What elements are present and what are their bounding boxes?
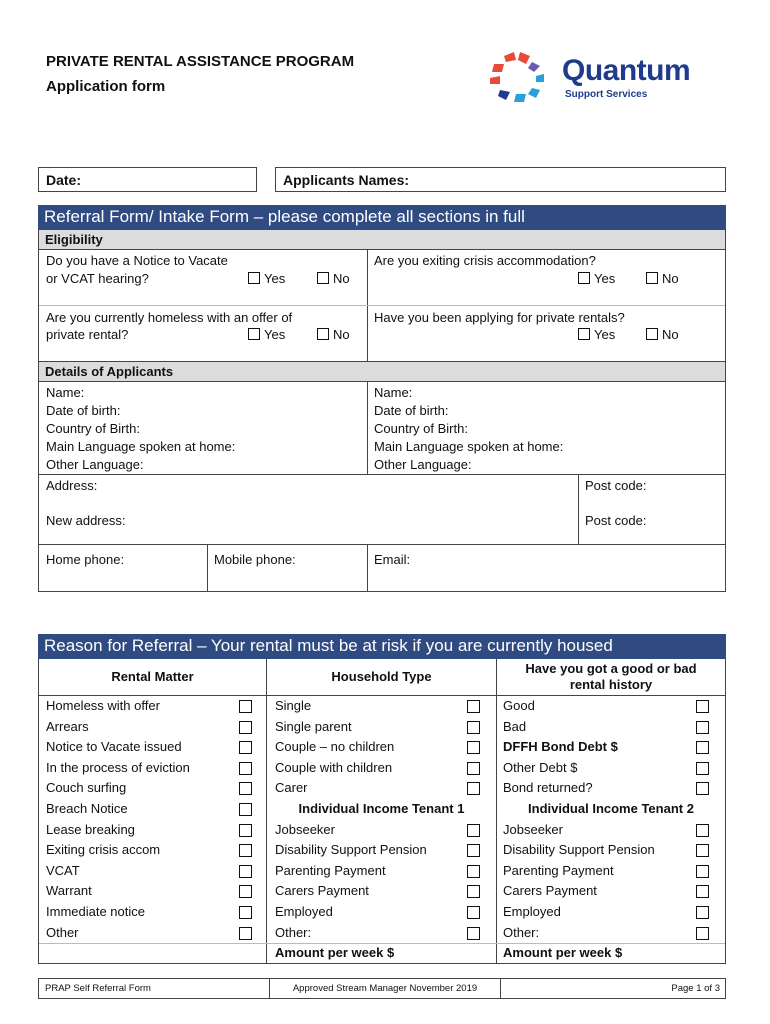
checkbox-icon[interactable] <box>578 328 590 340</box>
checkbox-icon[interactable] <box>467 721 480 734</box>
footer-approval: Approved Stream Manager November 2019 <box>292 983 478 994</box>
checkbox-icon[interactable] <box>696 844 709 857</box>
checkbox-icon[interactable] <box>467 927 480 940</box>
applicant2-name[interactable]: Name: <box>374 385 413 400</box>
checkbox-icon[interactable] <box>239 721 252 734</box>
checkbox-icon[interactable] <box>239 927 252 940</box>
address-field[interactable]: Address: <box>46 478 98 493</box>
rental-history-item: DFFH Bond Debt $ <box>503 739 618 755</box>
tenant2-income-item: Carers Payment <box>503 883 597 899</box>
rental-matter-item: Breach Notice <box>46 801 128 816</box>
col-rental-history: Have you got a good or bad <box>525 661 697 676</box>
tenant1-income-item: Jobseeker <box>275 821 335 837</box>
applicant2-dob[interactable]: Date of birth: <box>374 403 449 418</box>
rental-matter-item: Lease breaking <box>46 821 135 837</box>
applicant1-dob[interactable]: Date of birth: <box>46 403 121 418</box>
q4-yes-option[interactable]: Yes <box>578 327 615 342</box>
tenant1-amount-per-week: Amount per week $ <box>275 945 395 961</box>
date-label: Date: <box>46 172 82 188</box>
checkbox-icon[interactable] <box>239 762 252 775</box>
referral-heading: Referral Form/ Intake Form – please complete all sections in full <box>38 205 726 230</box>
applicant1-name[interactable]: Name: <box>46 385 85 400</box>
q4-no-option[interactable]: No <box>646 327 679 342</box>
household-type-item: Couple with children <box>275 759 393 775</box>
question-homeless-offer: Are you currently homeless with an offer of <box>46 310 293 325</box>
question-notice-to-vacate: Do you have a Notice to Vacate <box>46 253 228 268</box>
checkbox-icon[interactable] <box>248 328 260 340</box>
checkbox-icon[interactable] <box>239 906 252 919</box>
checkbox-icon[interactable] <box>696 721 709 734</box>
checkbox-icon[interactable] <box>467 782 480 795</box>
rental-matter-item: Notice to Vacate issued <box>46 739 182 755</box>
new-address-field[interactable]: New address: <box>46 513 126 528</box>
applicant1-other-language[interactable]: Other Language: <box>46 457 144 472</box>
mobile-phone-field[interactable]: Mobile phone: <box>214 552 296 567</box>
checkbox-icon[interactable] <box>467 762 480 775</box>
checkbox-icon[interactable] <box>696 885 709 898</box>
q2-no-option[interactable]: No <box>646 271 679 286</box>
question-notice-to-vacate-cont: or VCAT hearing? <box>46 271 149 286</box>
q2-yes-option[interactable]: Yes <box>578 271 615 286</box>
rental-matter-item: Exiting crisis accom <box>46 842 161 858</box>
applicant-names-field[interactable] <box>275 167 726 192</box>
tenant2-income-item: Employed <box>503 904 561 919</box>
footer-form-name: PRAP Self Referral Form <box>45 983 151 994</box>
new-post-code-field[interactable]: Post code: <box>585 513 647 528</box>
logo-wordmark: Quantum <box>562 54 691 87</box>
tenant2-income-item: Parenting Payment <box>503 862 614 878</box>
home-phone-field[interactable]: Home phone: <box>46 552 125 567</box>
rental-matter-item: Other <box>46 924 79 940</box>
checkbox-icon[interactable] <box>248 272 260 284</box>
income-tenant2-header: Individual Income Tenant 2 <box>528 801 694 816</box>
checkbox-icon[interactable] <box>317 272 329 284</box>
applicant1-language[interactable]: Main Language spoken at home: <box>46 439 236 454</box>
checkbox-icon[interactable] <box>239 844 252 857</box>
checkbox-icon[interactable] <box>239 865 252 878</box>
checkbox-icon[interactable] <box>696 762 709 775</box>
tenant2-income-item: Disability Support Pension <box>503 842 655 858</box>
household-type-item: Couple – no children <box>275 739 395 755</box>
col-rental-matter: Rental Matter <box>111 669 194 684</box>
rental-matter-item: Warrant <box>46 883 92 899</box>
checkbox-icon[interactable] <box>646 328 658 340</box>
email-field[interactable]: Email: <box>374 552 411 567</box>
tenant1-income-item: Carers Payment <box>275 883 369 899</box>
applicant2-country[interactable]: Country of Birth: <box>374 421 468 436</box>
checkbox-icon[interactable] <box>696 782 709 795</box>
post-code-field[interactable]: Post code: <box>585 478 647 493</box>
logo-subtitle: Support Services <box>565 89 648 100</box>
applicant-names-label: Applicants Names: <box>283 172 410 188</box>
form-subtitle: Application form <box>46 78 166 95</box>
rental-matter-item: Couch surfing <box>46 780 127 796</box>
reason-heading: Reason for Referral – Your rental must be at risk if you are currently housed <box>38 634 726 659</box>
details-label: Details of Applicants <box>39 361 725 382</box>
checkbox-icon[interactable] <box>239 803 252 816</box>
tenant1-income-item: Other: <box>275 924 312 940</box>
checkbox-icon[interactable] <box>646 272 658 284</box>
applicant1-country[interactable]: Country of Birth: <box>46 421 140 436</box>
checkbox-icon[interactable] <box>239 741 252 754</box>
quantum-logo-icon <box>486 50 556 106</box>
checkbox-icon[interactable] <box>467 844 480 857</box>
checkbox-icon[interactable] <box>696 906 709 919</box>
applicant2-other-language[interactable]: Other Language: <box>374 457 472 472</box>
checkbox-icon[interactable] <box>317 328 329 340</box>
rental-history-item: Good <box>503 698 535 713</box>
checkbox-icon[interactable] <box>239 782 252 795</box>
checkbox-icon[interactable] <box>239 824 252 837</box>
rental-matter-item: Immediate notice <box>46 904 145 919</box>
col-rental-history-cont: rental history <box>569 677 653 692</box>
household-type-item: Single parent <box>275 718 352 734</box>
col-household-type: Household Type <box>331 669 432 684</box>
rental-matter-item: In the process of eviction <box>46 759 190 775</box>
question-homeless-offer-cont: private rental? <box>46 327 129 342</box>
applicant2-language[interactable]: Main Language spoken at home: <box>374 439 564 454</box>
tenant2-amount-per-week: Amount per week $ <box>503 945 623 961</box>
checkbox-icon[interactable] <box>467 885 480 898</box>
checkbox-icon[interactable] <box>467 824 480 837</box>
tenant1-income-item: Parenting Payment <box>275 862 386 878</box>
checkbox-icon[interactable] <box>467 700 480 713</box>
checkbox-icon[interactable] <box>467 906 480 919</box>
rental-matter-item: Arrears <box>46 718 89 734</box>
form-title: PRIVATE RENTAL ASSISTANCE PROGRAM <box>46 53 355 70</box>
checkbox-icon[interactable] <box>696 824 709 837</box>
footer-page-number: Page 1 of 3 <box>671 983 720 994</box>
q3-no-option[interactable]: No <box>317 327 350 342</box>
rental-matter-item: VCAT <box>46 862 80 878</box>
checkbox-icon[interactable] <box>696 865 709 878</box>
question-applying-rentals: Have you been applying for private rentals? <box>374 310 625 325</box>
q1-no-option[interactable]: No <box>317 271 350 286</box>
tenant1-income-item: Employed <box>275 904 333 919</box>
tenant1-income-item: Disability Support Pension <box>275 842 427 858</box>
checkbox-icon[interactable] <box>239 885 252 898</box>
rental-history-item: Bond returned? <box>503 780 593 796</box>
q1-yes-option[interactable]: Yes <box>248 271 285 286</box>
checkbox-icon[interactable] <box>696 927 709 940</box>
tenant2-income-item: Other: <box>503 924 540 940</box>
checkbox-icon[interactable] <box>578 272 590 284</box>
tenant2-income-item: Jobseeker <box>503 821 563 837</box>
rental-matter-item: Homeless with offer <box>46 698 160 713</box>
income-tenant1-header: Individual Income Tenant 1 <box>298 801 465 816</box>
rental-history-item: Bad <box>503 718 527 734</box>
q3-yes-option[interactable]: Yes <box>248 327 285 342</box>
checkbox-icon[interactable] <box>696 700 709 713</box>
checkbox-icon[interactable] <box>239 700 252 713</box>
household-type-item: Carer <box>275 780 308 796</box>
household-type-item: Single <box>275 698 312 713</box>
question-exiting-crisis: Are you exiting crisis accommodation? <box>374 253 596 268</box>
rental-history-item: Other Debt $ <box>503 759 578 775</box>
checkbox-icon[interactable] <box>696 741 709 754</box>
checkbox-icon[interactable] <box>467 741 480 754</box>
eligibility-label: Eligibility <box>39 230 725 250</box>
date-field[interactable] <box>38 167 257 192</box>
checkbox-icon[interactable] <box>467 865 480 878</box>
